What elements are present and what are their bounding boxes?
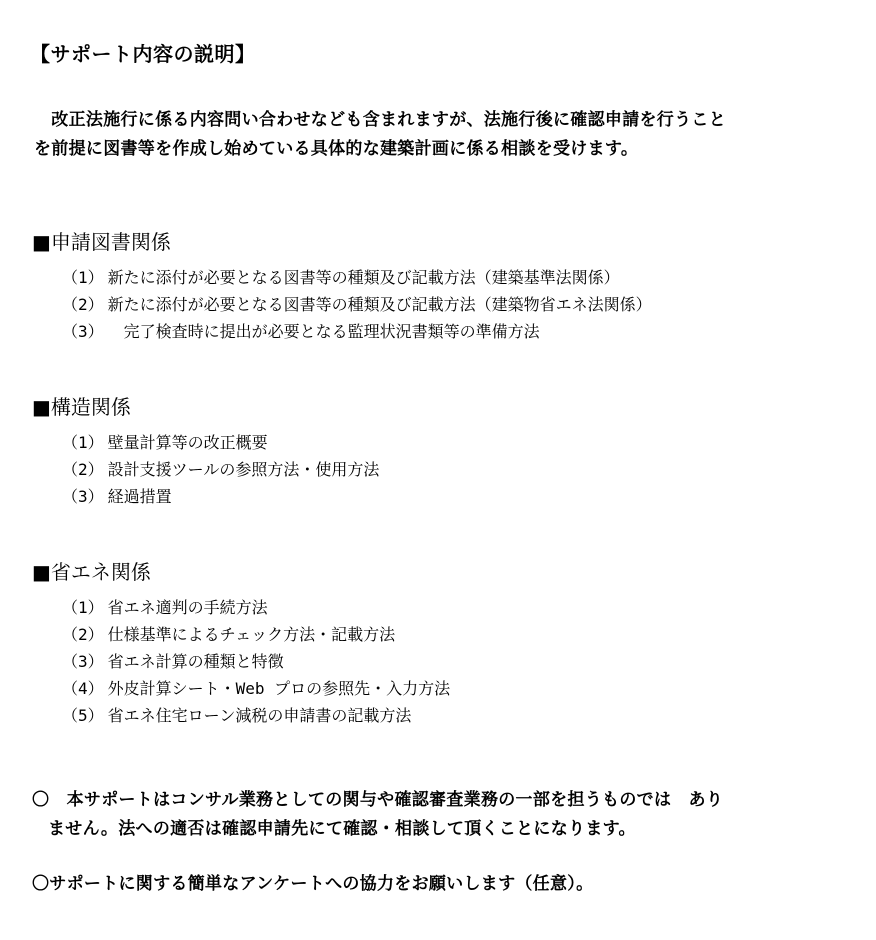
item-text: 新たに添付が必要となる図書等の種類及び記載方法（建築基準法関係） xyxy=(107,268,620,287)
item-number: （1） xyxy=(62,598,104,617)
note-line: 〇サポートに関する簡単なアンケートへの協力をお願いします（任意）。 xyxy=(32,874,594,894)
section-item-list xyxy=(32,429,852,510)
item-text: 壁量計算等の改正概要 xyxy=(107,433,268,452)
section-heading: ■構造関係 xyxy=(32,395,131,419)
intro-line: を前提に図書等を作成し始めている具体的な建築計画に係る相談を受けます。 xyxy=(34,139,639,159)
survey-note xyxy=(32,870,852,899)
item-text: 仕様基準によるチェック方法・記載方法 xyxy=(107,625,396,644)
item-number: （2） xyxy=(62,625,104,644)
section-heading: ■省エネ関係 xyxy=(32,560,151,584)
item-text: 経過措置 xyxy=(107,487,172,506)
list-item xyxy=(62,318,852,345)
intro-line: 改正法施行に係る内容問い合わせなども含まれますが、法施行後に確認申請を行うこと xyxy=(34,110,726,130)
item-number: （1） xyxy=(62,268,104,287)
list-item xyxy=(62,648,852,675)
item-number: （3） xyxy=(62,322,104,341)
item-number: （4） xyxy=(62,679,104,698)
item-number: （1） xyxy=(62,433,104,452)
item-text: 完了検査時に提出が必要となる監理状況書類等の準備方法 xyxy=(107,322,540,341)
section-heading: ■申請図書関係 xyxy=(32,230,171,254)
section-item-list xyxy=(32,264,852,345)
item-text: 外皮計算シート・Web プロの参照先・入力方法 xyxy=(107,679,451,698)
section-application-documents xyxy=(32,230,852,345)
item-number: （3） xyxy=(62,652,104,671)
list-item xyxy=(62,483,852,510)
list-item xyxy=(62,291,852,318)
item-number: （3） xyxy=(62,487,104,506)
item-number: （2） xyxy=(62,460,104,479)
item-text: 設計支援ツールの参照方法・使用方法 xyxy=(107,460,380,479)
note-line: 〇 本サポートはコンサル業務としての関与や確認審査業務の一部を担うものでは あり xyxy=(32,790,724,810)
note-line: ません。法への適否は確認申請先にて確認・相談して頂くことになります。 xyxy=(48,819,636,839)
item-text: 省エネ計算の種類と特徴 xyxy=(107,652,284,671)
item-number: （5） xyxy=(62,706,104,725)
list-item xyxy=(62,456,852,483)
list-item xyxy=(62,702,852,729)
item-text: 新たに添付が必要となる図書等の種類及び記載方法（建築物省エネ法関係） xyxy=(107,295,652,314)
list-item xyxy=(62,264,852,291)
page-title: 【サポート内容の説明】 xyxy=(30,42,256,66)
list-item xyxy=(62,594,852,621)
list-item xyxy=(62,621,852,648)
item-number: （2） xyxy=(62,295,104,314)
section-energy-saving xyxy=(32,560,852,729)
section-item-list xyxy=(32,594,852,729)
item-text: 省エネ住宅ローン減税の申請書の記載方法 xyxy=(107,706,412,725)
item-text: 省エネ適判の手続方法 xyxy=(107,598,268,617)
list-item xyxy=(62,675,852,702)
section-structure xyxy=(32,395,852,510)
intro-paragraph xyxy=(34,106,844,164)
list-item xyxy=(62,429,852,456)
disclaimer-note xyxy=(32,786,852,844)
